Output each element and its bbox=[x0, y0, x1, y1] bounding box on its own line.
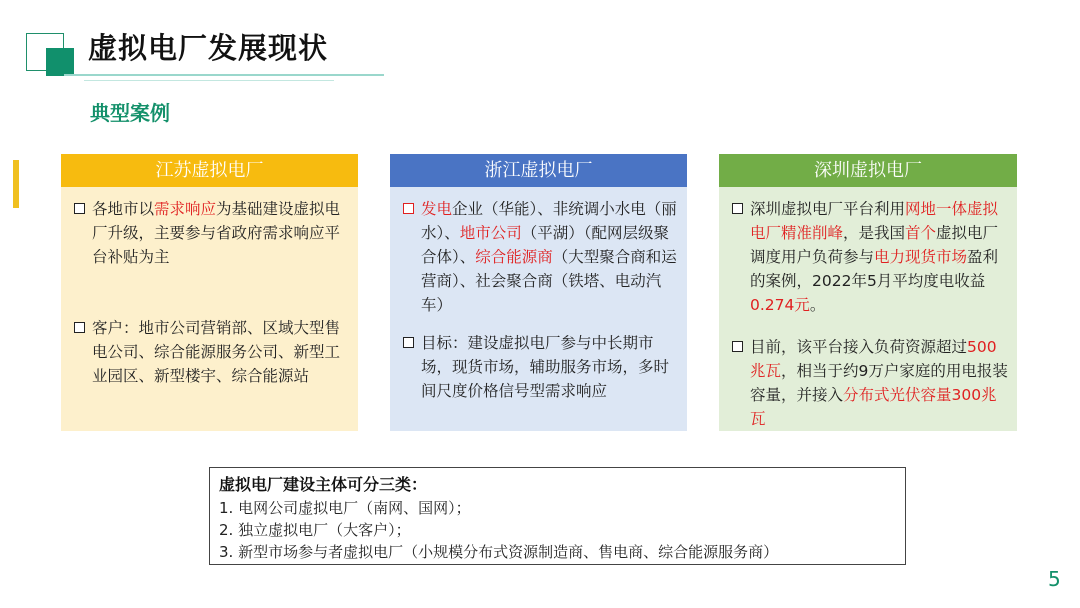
highlight-text: 0.274元 bbox=[750, 296, 810, 314]
card-shenzhen bbox=[719, 154, 1017, 431]
summary-item: 1. 电网公司虚拟电厂（南网、国网）； bbox=[219, 499, 471, 517]
bullet-item bbox=[727, 197, 1011, 317]
checkbox-bullet-icon bbox=[74, 203, 85, 214]
highlight-text: 综合能源商 bbox=[475, 248, 553, 266]
highlight-text: 地市公司 bbox=[459, 224, 522, 242]
checkbox-bullet-icon bbox=[732, 203, 743, 214]
summary-box bbox=[209, 467, 906, 565]
left-accent-bar bbox=[13, 160, 19, 208]
text-segment: 盈利的案例，2022年5月平均度电收益 bbox=[750, 248, 999, 290]
bullet-text bbox=[92, 316, 352, 388]
highlight-text: 分布式光伏容量300兆瓦 bbox=[750, 386, 997, 428]
bullet-item bbox=[69, 197, 352, 269]
text-segment: 客户：地市公司营销部、区域大型售电公司、综合能源服务公司、新型工业园区、新型楼宇、综合能源站 bbox=[92, 319, 341, 385]
text-segment: ，是我国 bbox=[843, 224, 906, 242]
bullet-text bbox=[750, 197, 1011, 317]
logo-filled-square bbox=[46, 48, 74, 76]
bullet-item bbox=[398, 197, 681, 317]
summary-title: 虚拟电厂建设主体可分三类： bbox=[219, 475, 428, 494]
text-segment: （平湖）（配网层级聚合体）、 bbox=[421, 224, 670, 266]
section-subtitle: 典型案例 bbox=[90, 101, 170, 125]
checkbox-bullet-icon bbox=[403, 203, 414, 214]
summary-item: 2. 独立虚拟电厂（大客户）； bbox=[219, 521, 411, 539]
bullet-item bbox=[727, 335, 1011, 431]
text-segment: 目标：建设虚拟电厂参与中长期市场，现货市场，辅助服务市场，多时间尺度价格信号型需求响应 bbox=[421, 334, 670, 400]
text-segment: ，相当于约9万户家庭的用电报装容量，并接入 bbox=[750, 362, 1008, 404]
card-body-shenzhen bbox=[719, 187, 1017, 431]
highlight-text: 网地一体虚拟电厂精准削峰 bbox=[750, 200, 999, 242]
page-number: 5 bbox=[1048, 567, 1061, 591]
highlight-text: 首个 bbox=[905, 224, 937, 242]
text-segment: 。 bbox=[809, 296, 826, 314]
bullet-text bbox=[750, 335, 1011, 431]
checkbox-bullet-icon bbox=[74, 322, 85, 333]
highlight-text: 需求响应 bbox=[154, 200, 217, 218]
bullet-text bbox=[92, 197, 352, 269]
title-underline-secondary bbox=[84, 80, 334, 81]
highlight-text: 发电 bbox=[421, 200, 453, 218]
bullet-text bbox=[421, 197, 681, 317]
card-zhejiang bbox=[390, 154, 687, 431]
bullet-text bbox=[421, 331, 681, 403]
text-segment: （大型聚合商和运营商）、社会聚合商（铁塔、电动汽车） bbox=[421, 248, 677, 314]
text-segment: 各地市以 bbox=[92, 200, 155, 218]
highlight-text: 电力现货市场 bbox=[874, 248, 968, 266]
card-header-shenzhen: 深圳虚拟电厂 bbox=[719, 154, 1017, 187]
text-segment: 目前，该平台接入负荷资源超过 bbox=[750, 338, 968, 356]
text-segment: 虚拟电厂调度用户负荷参与 bbox=[750, 224, 999, 266]
bullet-item bbox=[69, 316, 352, 388]
card-body-jiangsu bbox=[61, 187, 358, 431]
checkbox-bullet-icon bbox=[732, 341, 743, 352]
title-underline bbox=[64, 74, 384, 76]
checkbox-bullet-icon bbox=[403, 337, 414, 348]
card-header-jiangsu: 江苏虚拟电厂 bbox=[61, 154, 358, 187]
text-segment: 为基础建设虚拟电厂升级，主要参与省政府需求响应平台补贴为主 bbox=[92, 200, 341, 266]
summary-item: 3. 新型市场参与者虚拟电厂（小规模分布式资源制造商、售电商、综合能源服务商） bbox=[219, 543, 779, 561]
text-segment: 企业（华能）、非统调小水电（丽水）、 bbox=[421, 200, 677, 242]
highlight-text: 500兆瓦 bbox=[750, 338, 997, 380]
card-jiangsu bbox=[61, 154, 358, 431]
card-header-zhejiang: 浙江虚拟电厂 bbox=[390, 154, 687, 187]
slide-title: 虚拟电厂发展现状 bbox=[88, 31, 329, 65]
bullet-item bbox=[398, 331, 681, 403]
text-segment: 深圳虚拟电厂平台利用 bbox=[750, 200, 906, 218]
card-body-zhejiang bbox=[390, 187, 687, 431]
